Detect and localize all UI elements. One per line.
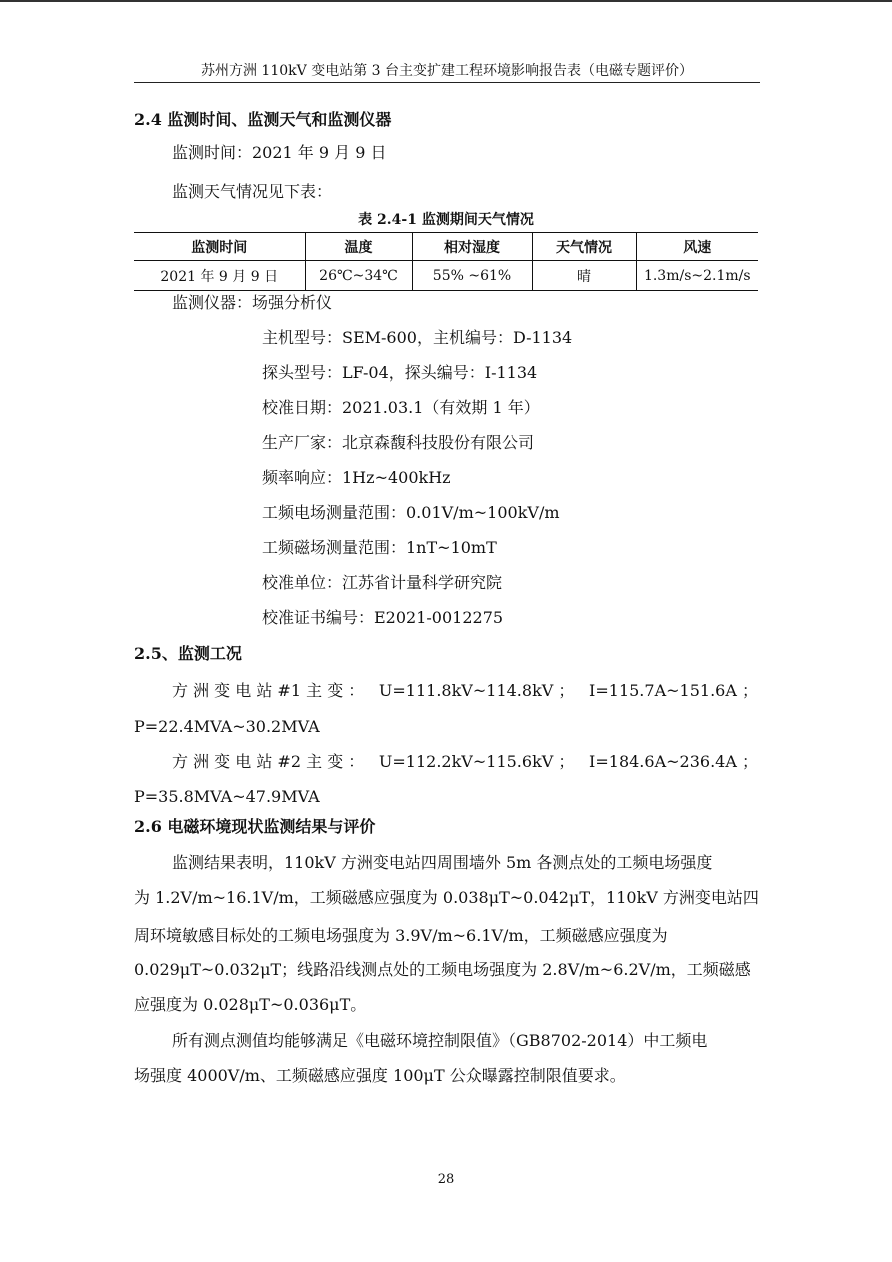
page-number: 28 — [437, 1172, 455, 1187]
table-cell: 1.3m/s~2.1m/s — [636, 261, 758, 291]
transformer-voltage: U=112.2kV~115.6kV ； — [378, 752, 575, 771]
weather-intro: 监测天气情况见下表： — [172, 182, 333, 201]
table-cell: 2021 年 9 月 9 日 — [134, 261, 305, 291]
instrument-detail: 校准证书编号：E2021-0012275 — [262, 608, 504, 627]
table-header-cell: 天气情况 — [532, 233, 636, 261]
transformer-1-line — [172, 680, 758, 702]
table-row — [134, 261, 758, 291]
table-header-cell: 风速 — [636, 233, 758, 261]
paragraph-line: 周环境敏感目标处的工频电场强度为 3.9V/m~6.1V/m，工频磁感应强度为 — [134, 926, 668, 945]
paragraph-line: 0.029μT~0.032μT；线路沿线测点处的工频电场强度为 2.8V/m~6.2V/m，工频磁感 — [134, 960, 751, 979]
table-header-cell: 温度 — [305, 233, 412, 261]
transformer-power: P=22.4MVA~30.2MVA — [134, 717, 320, 736]
header-rule — [134, 82, 760, 83]
table-header-cell: 监测时间 — [134, 233, 305, 261]
paragraph-line: 为 1.2V/m~16.1V/m，工频磁感应强度为 0.038μT~0.042μT，110kV 方洲变电站四 — [134, 888, 759, 907]
paragraph-line: 所有测点测值均能够满足《电磁环境控制限值》（GB8702-2014）中工频电 — [172, 1031, 708, 1050]
transformer-name: 方 洲 变 电 站 #1 主 变 ： — [172, 681, 365, 700]
transformer-power: P=35.8MVA~47.9MVA — [134, 787, 320, 806]
instrument-detail: 工频电场测量范围：0.01V/m~100kV/m — [262, 503, 560, 522]
monitoring-time: 监测时间：2021 年 9 月 9 日 — [172, 143, 387, 162]
table-caption: 表 2.4-1 监测期间天气情况 — [358, 212, 534, 228]
transformer-current: I=184.6A~236.4A ； — [589, 752, 758, 771]
transformer-current: I=115.7A~151.6A ； — [589, 681, 758, 700]
paragraph-line: 应强度为 0.028μT~0.036μT。 — [134, 995, 367, 1014]
transformer-voltage: U=111.8kV~114.8kV ； — [378, 681, 575, 700]
table-header-cell: 相对湿度 — [412, 233, 532, 261]
section-2-4-heading: 2.4 监测时间、监测天气和监测仪器 — [134, 110, 392, 129]
instrument-detail: 校准单位：江苏省计量科学研究院 — [262, 573, 503, 592]
transformer-2-line — [172, 751, 758, 773]
running-header: 苏州方洲 110kV 变电站第 3 台主变扩建工程环境影响报告表（电磁专题评价） — [200, 63, 694, 79]
instrument-detail: 主机型号：SEM-600，主机编号：D-1134 — [262, 328, 573, 347]
instrument-detail: 频率响应：1Hz~400kHz — [262, 468, 451, 487]
paragraph-line: 监测结果表明，110kV 方洲变电站四周围墙外 5m 各测点处的工频电场强度 — [172, 853, 713, 872]
table-cell: 晴 — [532, 261, 636, 291]
section-2-6-heading: 2.6 电磁环境现状监测结果与评价 — [134, 817, 376, 836]
section-2-5-heading: 2.5、监测工况 — [134, 644, 242, 663]
paragraph-line: 场强度 4000V/m、工频磁感应强度 100μT 公众曝露控制限值要求。 — [134, 1066, 626, 1085]
instrument-title: 监测仪器：场强分析仪 — [172, 293, 333, 312]
table-cell: 26℃~34℃ — [305, 261, 412, 291]
instrument-detail: 生产厂家：北京森馥科技股份有限公司 — [262, 433, 535, 452]
weather-table — [134, 232, 758, 291]
instrument-detail: 校准日期：2021.03.1（有效期 1 年） — [262, 398, 540, 417]
table-header-row — [134, 233, 758, 261]
transformer-name: 方 洲 变 电 站 #2 主 变 ： — [172, 752, 365, 771]
page-top-border — [0, 0, 892, 2]
instrument-detail: 探头型号：LF-04，探头编号：I-1134 — [262, 363, 538, 382]
instrument-detail: 工频磁场测量范围：1nT~10mT — [262, 538, 497, 557]
table-cell: 55% ~61% — [412, 261, 532, 291]
